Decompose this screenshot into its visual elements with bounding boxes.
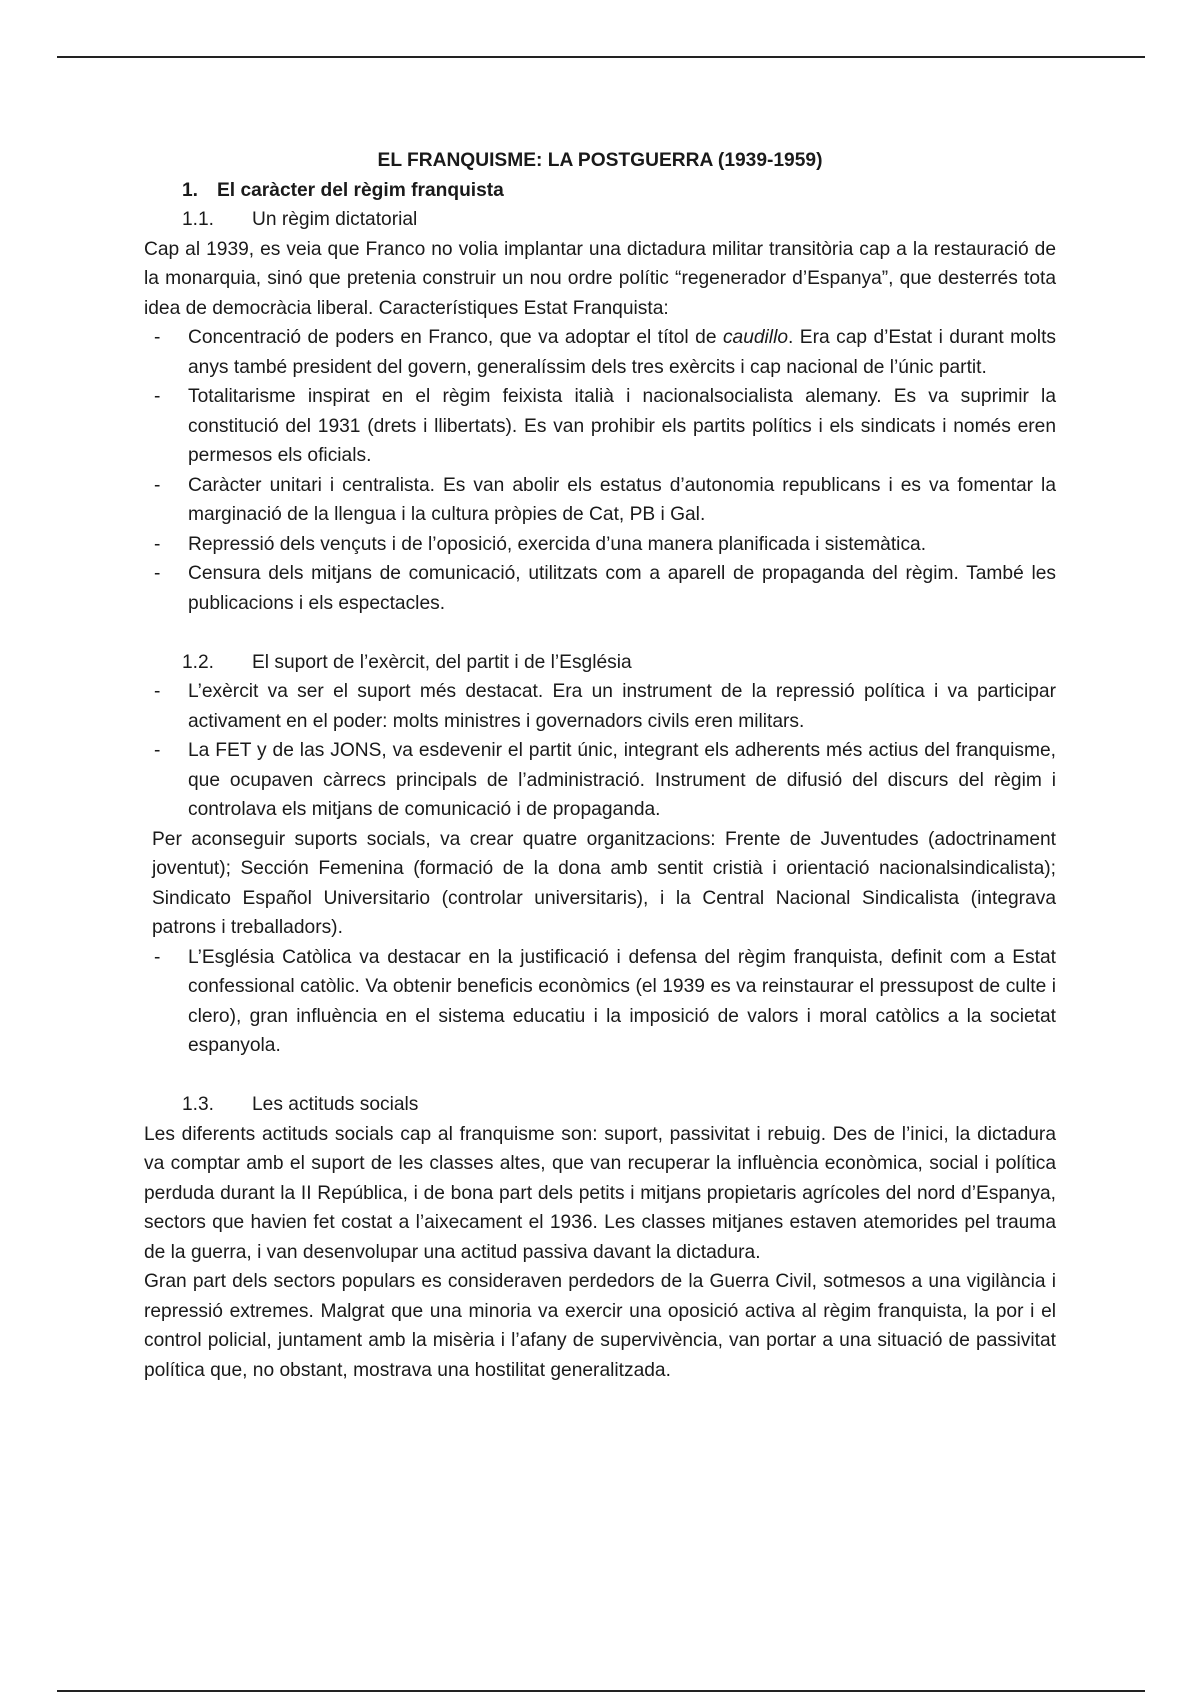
subsection-heading-1-2: [144, 648, 1056, 678]
bullet-marker: -: [154, 474, 161, 496]
list-item: [144, 530, 1056, 560]
list-item-text: Totalitarisme inspirat en el règim feixista italià i nacionalsocialista alemany. Es va suprimir la constitució del 1931 (drets i llibertats). Es van prohibir els partits polítics i els sindicats i només eren permesos els oficials.: [188, 386, 1056, 466]
paragraph-popular-sectors: Gran part dels sectors populars es consideraven perdedors de la Guerra Civil, sotmesos a una vigilància i repressió extremes. Malgrat que una minoria va exercir una oposició activa al règim franquista, la por i el control policial, juntament amb la misèria i l’afany de supervivència, van portar a una situació de passivitat política que, no obstant, mostrava una hostilitat generalitzada.: [144, 1271, 1056, 1381]
document-body: [144, 146, 1056, 1385]
subsection-title: Un règim dictatorial: [252, 209, 418, 230]
bullet-marker: -: [154, 681, 161, 702]
list-item: [144, 736, 1056, 825]
bullet-marker: -: [154, 533, 161, 555]
list-item: [144, 471, 1056, 530]
list-item: [144, 943, 1056, 1061]
support-list: [144, 677, 1056, 825]
subsection-number: 1.1.: [182, 209, 215, 230]
emphasis-caudillo: caudillo: [722, 327, 789, 348]
subsection-heading-1-1: [144, 205, 1056, 235]
top-rule: [57, 56, 1145, 58]
list-item-text-part: . Era cap d’Estat i durant molts anys també president del govern, generalíssim dels tres exèrcits i cap nacional de l’únic partit.: [188, 327, 1056, 378]
subsection-number: 1.3.: [182, 1094, 215, 1115]
section-number: 1.: [182, 179, 199, 201]
bottom-rule: [57, 1690, 1145, 1692]
list-item-text: La FET y de las JONS, va esdevenir el partit únic, integrant els adherents més actius del franquisme, que ocupaven càrrecs principals de l’administració. Instrument de difusió del discurs del règim i controlava els mitjans de comunicació i de propaganda.: [188, 740, 1056, 820]
subsection-title: Les actituds socials: [252, 1094, 419, 1115]
list-item-text: [188, 327, 1056, 378]
list-item: [144, 382, 1056, 471]
list-item-text: Caràcter unitari i centralista. Es van abolir els estatus d’autonomia republicans i es va fomentar la marginació de la llengua i la cultura pròpies de Cat, PB i Gal.: [188, 474, 1056, 525]
paragraph-organizations: Per aconseguir suports socials, va crear quatre organitzacions: Frente de Juventudes (adoctrinament joventut); Sección Femenina (formació de la dona amb sentit cristià i orientació nacionalsindicalista); Sindicato Español Universitario (controlar universitaris), i la Central Nacional Sindicalista (integrava patrons i treballadors).: [152, 828, 1056, 938]
list-item: [144, 323, 1056, 382]
spacer: [144, 1061, 1056, 1091]
paragraph-intro: Cap al 1939, es veia que Franco no volia implantar una dictadura militar transitòria cap a la restauració de la monarquia, sinó que pretenia construir un nou ordre polític “regenerador d’Espanya”, que desterrés tota idea de democràcia liberal. Característiques Estat Franquista:: [144, 238, 1056, 319]
list-item-text: Censura dels mitjans de comunicació, utilitzats com a aparell de propaganda del règim. També les publicacions i els espectacles.: [188, 563, 1056, 614]
list-item-text: Repressió dels vençuts i de l’oposició, exercida d’una manera planificada i sistemàtica.: [188, 533, 927, 555]
spacer: [144, 618, 1056, 648]
section-heading-1: [144, 176, 1056, 206]
bullet-marker: -: [154, 327, 161, 348]
characteristics-list: [144, 323, 1056, 618]
list-item-text: L’Església Catòlica va destacar en la justificació i defensa del règim franquista, definit com a Estat confessional catòlic. Va obtenir beneficis econòmics (el 1939 es va reinstaurar el pressupost de culte i clero), gran influència en el sistema educatiu i la imposició de valors i moral catòlics a la societat espanyola.: [188, 946, 1056, 1056]
church-list: [144, 943, 1056, 1061]
section-title: El caràcter del règim franquista: [217, 179, 504, 201]
subsection-number: 1.2.: [182, 651, 215, 673]
document-title: EL FRANQUISME: LA POSTGUERRA (1939-1959): [377, 150, 823, 171]
list-item-text-part: Concentració de poders en Franco, que va adoptar el títol de: [188, 327, 723, 348]
subsection-title: El suport de l’exèrcit, del partit i de l’Església: [252, 651, 632, 673]
list-item-text: L’exèrcit va ser el suport més destacat. Era un instrument de la repressió política i va participar activament en el poder: molts ministres i governadors civils eren militars.: [188, 681, 1056, 732]
subsection-heading-1-3: [144, 1090, 1056, 1120]
bullet-marker: -: [154, 386, 161, 407]
paragraph-social-attitudes: Les diferents actituds socials cap al franquisme son: suport, passivitat i rebuig. Des de l’inici, la dictadura va comptar amb el suport de les classes altes, que van recuperar la influència econòmica, social i política perduda durant la II República, i de bona part dels petits i mitjans propietaris agrícoles del nord d’Espanya, sectors que havien fet costat a l’aixecament el 1936. Les classes mitjanes estaven atemorides pel trauma de la guerra, i van desenvolupar una actitud passiva davant la dictadura.: [144, 1123, 1056, 1263]
bullet-marker: -: [154, 563, 161, 584]
list-item: [144, 559, 1056, 618]
bullet-marker: -: [154, 946, 161, 968]
bullet-marker: -: [154, 740, 161, 761]
list-item: [144, 677, 1056, 736]
